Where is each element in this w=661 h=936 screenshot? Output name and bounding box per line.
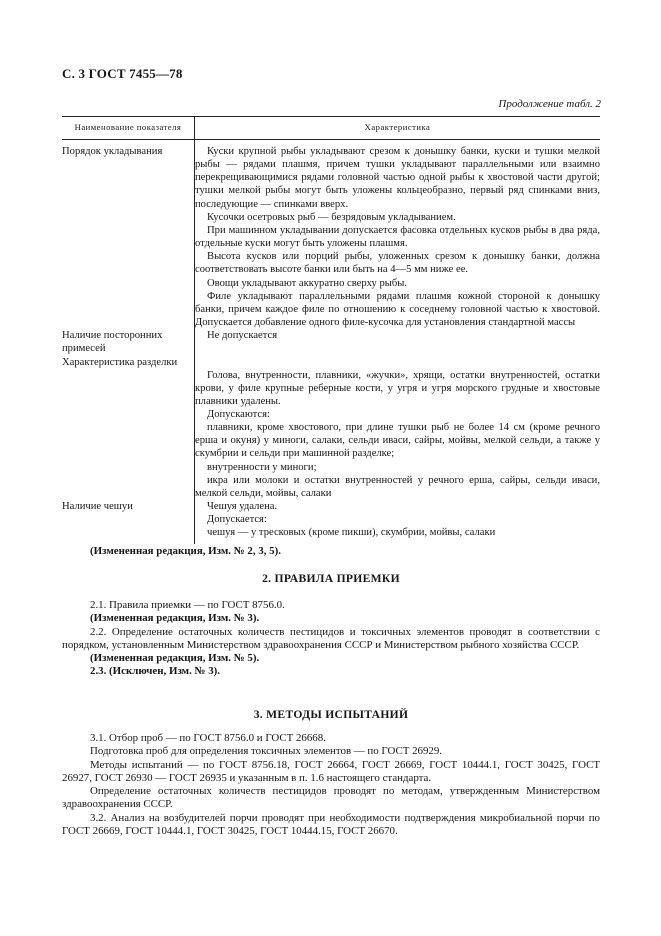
- row-name: Характеристика разделки: [62, 356, 195, 501]
- column-header-indicator: Наименование показателя: [62, 117, 195, 140]
- paragraph: Методы испытаний — по ГОСТ 8756.18, ГОСТ 26664, ГОСТ 26669, ГОСТ 10444.1, ГОСТ 30425, ГОСТ 26927, ГОСТ 26930 — ГОСТ 26935 и указанным в п. 1.6 настоящего стандарта.: [62, 758, 600, 784]
- paragraph: Определение остаточных количеств пестицидов проводят по методам, утвержденным Министерством здравоохранения СССР.: [62, 785, 600, 811]
- paragraph: Допускаются:: [207, 408, 270, 420]
- section-acceptance-body: [62, 599, 600, 679]
- table-row-foreign-matter: [62, 329, 600, 355]
- characteristics-table: [62, 116, 600, 544]
- paragraph: 2.3. (Исключен, Изм. № 3).: [90, 665, 220, 678]
- section-title-test-methods: 3. МЕТОДЫ ИСПЫТАНИЙ: [253, 708, 409, 721]
- paragraph: Филе укладывают параллельными рядами плашмя кожной стороной к донышку банки, причем каждое филе по отношению к соседнему головной частью к хвостовой. Допускается добавление одного филе-кусочка для установления стандартной массы: [195, 290, 600, 329]
- column-header-characteristic: Характеристика: [195, 117, 601, 140]
- row-characteristic: [195, 500, 601, 539]
- paragraph: икра или молоки и остатки внутренностей у речного ерша, сайры, сельди иваси, мелкой сельди, мойвы, салаки: [195, 474, 600, 499]
- paragraph: Допускается:: [207, 514, 267, 526]
- table-row-cutting: [62, 356, 600, 501]
- paragraph: 2.2. Определение остаточных количеств пестицидов и токсичных элементов проводят в соответствии с порядком, установленным Министерством здравоохранения СССР и Министерством рыбного хозяйства СССР.: [62, 625, 600, 651]
- paragraph: плавники, кроме хвостового, при длине тушки рыб не более 14 см (кроме речного ерша и окуня) у миноги, салаки, сельди иваси, сайры, мойвы, мелкой сельди, а также у скумбрии и сельди при машинной разделке;: [195, 422, 600, 460]
- table-row-laying-order: [62, 145, 600, 329]
- paragraph: внутренности у миноги;: [207, 461, 317, 473]
- paragraph: Голова, внутренности, плавники, «жучки», хрящи, остатки внутренностей, остатки крови, у филе крупные реберные кости, у угря и угря морского грудные и хвостовые плавники удалены.: [195, 369, 600, 407]
- row-characteristic: [195, 329, 601, 355]
- paragraph: При машинном укладывании допускается фасовка отдельных кусков рыбы в два ряда, отдельные куски могут быть уложены плашмя.: [195, 224, 600, 250]
- amendment-note: (Измененная редакция, Изм. № 5).: [90, 652, 260, 665]
- paragraph: Не допускается: [207, 330, 278, 342]
- paragraph: Подготовка проб для определения токсичных элементов — по ГОСТ 26929.: [90, 745, 443, 758]
- paragraph: Кусочки осетровых рыб — безрядовым укладыванием.: [207, 211, 456, 223]
- row-name: Порядок укладывания: [62, 145, 195, 329]
- section-title-acceptance: 2. ПРАВИЛА ПРИЕМКИ: [262, 572, 400, 585]
- paragraph: 3.2. Анализ на возбудителей порчи проводят при необходимости подтверждения микробиальной порчи по ГОСТ 26669, ГОСТ 10444.1, ГОСТ 30425, ГОСТ 10444.15, ГОСТ 26670.: [62, 811, 600, 838]
- row-characteristic: [195, 356, 601, 501]
- paragraph: Овощи укладывают аккуратно сверху рыбы.: [207, 277, 408, 289]
- paragraph: 3.1. Отбор проб — по ГОСТ 8756.0 и ГОСТ 26668.: [90, 732, 326, 744]
- row-name: Наличие посторонних примесей: [62, 329, 195, 355]
- amendment-note: (Измененная редакция, Изм. № 2, 3, 5).: [90, 545, 281, 557]
- table-header-row: [62, 117, 600, 140]
- section-test-methods-body: [62, 732, 600, 838]
- table-row-scales: [62, 500, 600, 539]
- paragraph: Высота кусков или порций рыбы, уложенных срезом к донышку банки, должна соответствовать высоте банки или быть на 4—5 мм ниже ее.: [195, 251, 600, 276]
- paragraph: 2.1. Правила приемки — по ГОСТ 8756.0.: [90, 599, 285, 611]
- row-name: Наличие чешуи: [62, 500, 195, 539]
- paragraph: Куски крупной рыбы укладывают срезом к донышку банки, куски и тушки мелкой рыбы — рядами плашмя, причем тушки укладывают параллельными или взаимно перекрещивающимися рядами головной частью одной рыбы к хвостовой части другой; тушки мелкой рыбы могут быть уложены кольцеобразно, первый ряд спинками вниз, последующие — спинками вверх.: [195, 146, 600, 210]
- page-header: С. 3 ГОСТ 7455—78: [62, 66, 183, 81]
- table-continuation-label: Продолжение табл. 2: [498, 98, 601, 110]
- paragraph: Чешуя удалена.: [207, 501, 278, 513]
- row-characteristic: [195, 145, 601, 329]
- paragraph: чешуя — у тресковых (кроме пикши), скумбрии, мойвы, салаки: [207, 527, 496, 539]
- amendment-note: (Измененная редакция, Изм. № 3).: [90, 612, 260, 625]
